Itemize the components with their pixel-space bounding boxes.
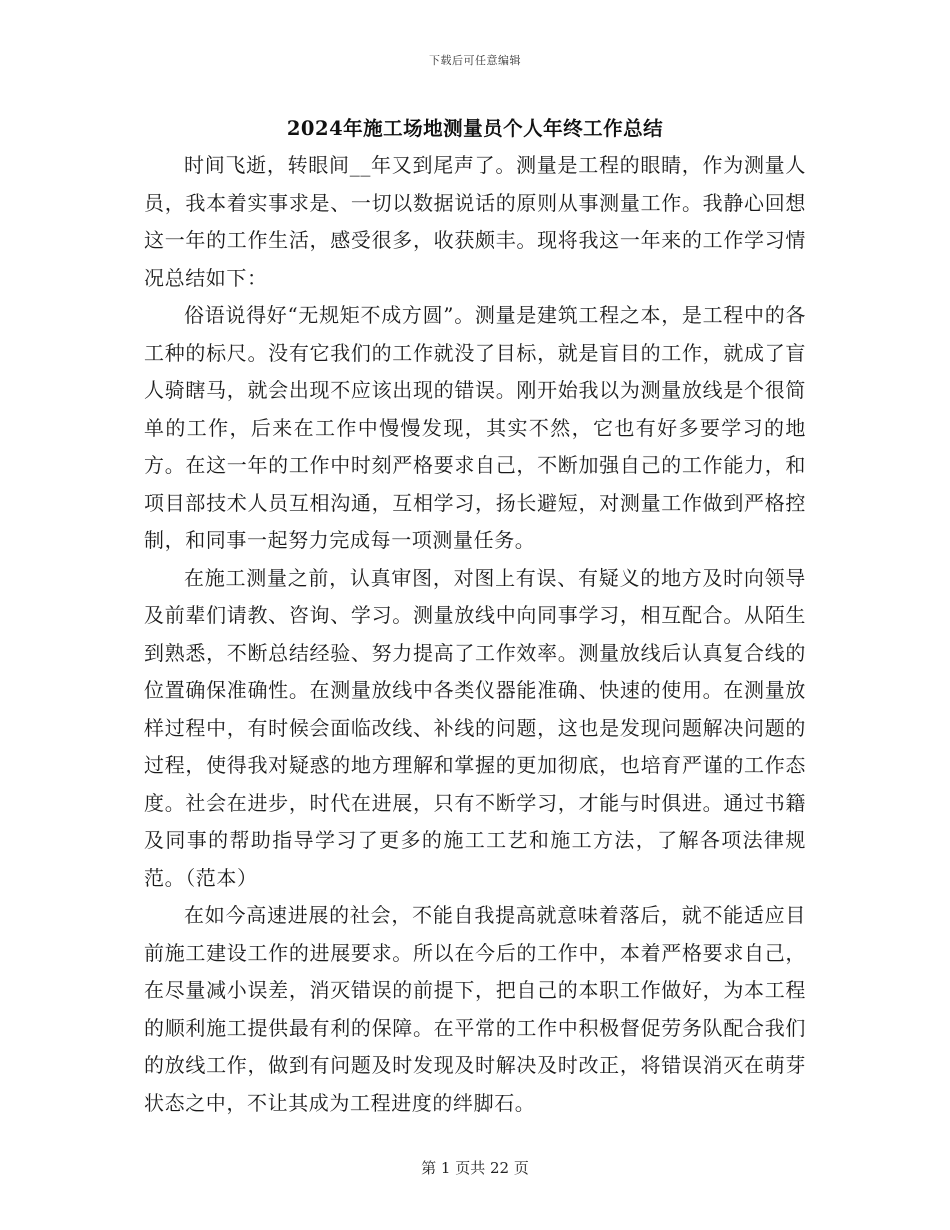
- paragraph: 在如今高速进展的社会，不能自我提高就意味着落后，就不能适应目前施工建设工作的进展要求。所以在今后的工作中，本着严格要求自己，在尽量减小误差，消灭错误的前提下，把自己的本职工作做好，为本工程的顺利施工提供最有利的保障。在平常的工作中积极督促劳务队配合我们的放线工作，做到有问题及时发现及时解决及时改正，将错误消灭在萌芽状态之中，不让其成为工程进度的绊脚石。: [144, 903, 806, 1115]
- document-title: 2024年施工场地测量员个人年终工作总结: [286, 117, 664, 140]
- paragraph: 在施工测量之前，认真审图，对图上有误、有疑义的地方及时向领导及前辈们请教、咨询、学习。测量放线中向同事学习，相互配合。从陌生到熟悉，不断总结经验、努力提高了工作效率。测量放线后认真复合线的位置确保准确性。在测量放线中各类仪器能准确、快速的使用。在测量放样过程中，有时候会面临改线、补线的问题，这也是发现问题解决问题的过程，使得我对疑惑的地方理解和掌握的更加彻底，也培育严谨的工作态度。社会在进步，时代在进展，只有不断学习，才能与时俱进。通过书籍及同事的帮助指导学习了更多的施工工艺和施工方法，了解各项法律规范。（范本）: [144, 565, 806, 890]
- document-body: [144, 147, 806, 1122]
- page-number: 第 1 页共 22 页: [421, 1159, 529, 1177]
- page-header-note: 下载后可任意编辑: [429, 54, 521, 67]
- paragraph: 俗语说得好“无规矩不成方圆”。测量是建筑工程之本，是工程中的各工种的标尺。没有它我们的工作就没了目标，就是盲目的工作，就成了盲人骑瞎马，就会出现不应该出现的错误。刚开始我以为测量放线是个很简单的工作，后来在工作中慢慢发现，其实不然，它也有好多要学习的地方。在这一年的工作中时刻严格要求自己，不断加强自己的工作能力，和项目部技术人员互相沟通，互相学习，扬长避短，对测量工作做到严格控制，和同事一起努力完成每一项测量任务。: [144, 303, 806, 552]
- paragraph: 时间飞逝，转眼间__年又到尾声了。测量是工程的眼睛，作为测量人员，我本着实事求是、一切以数据说话的原则从事测量工作。我静心回想这一年的工作生活，感受很多，收获颇丰。现将我这一年来的工作学习情况总结如下：: [144, 153, 806, 290]
